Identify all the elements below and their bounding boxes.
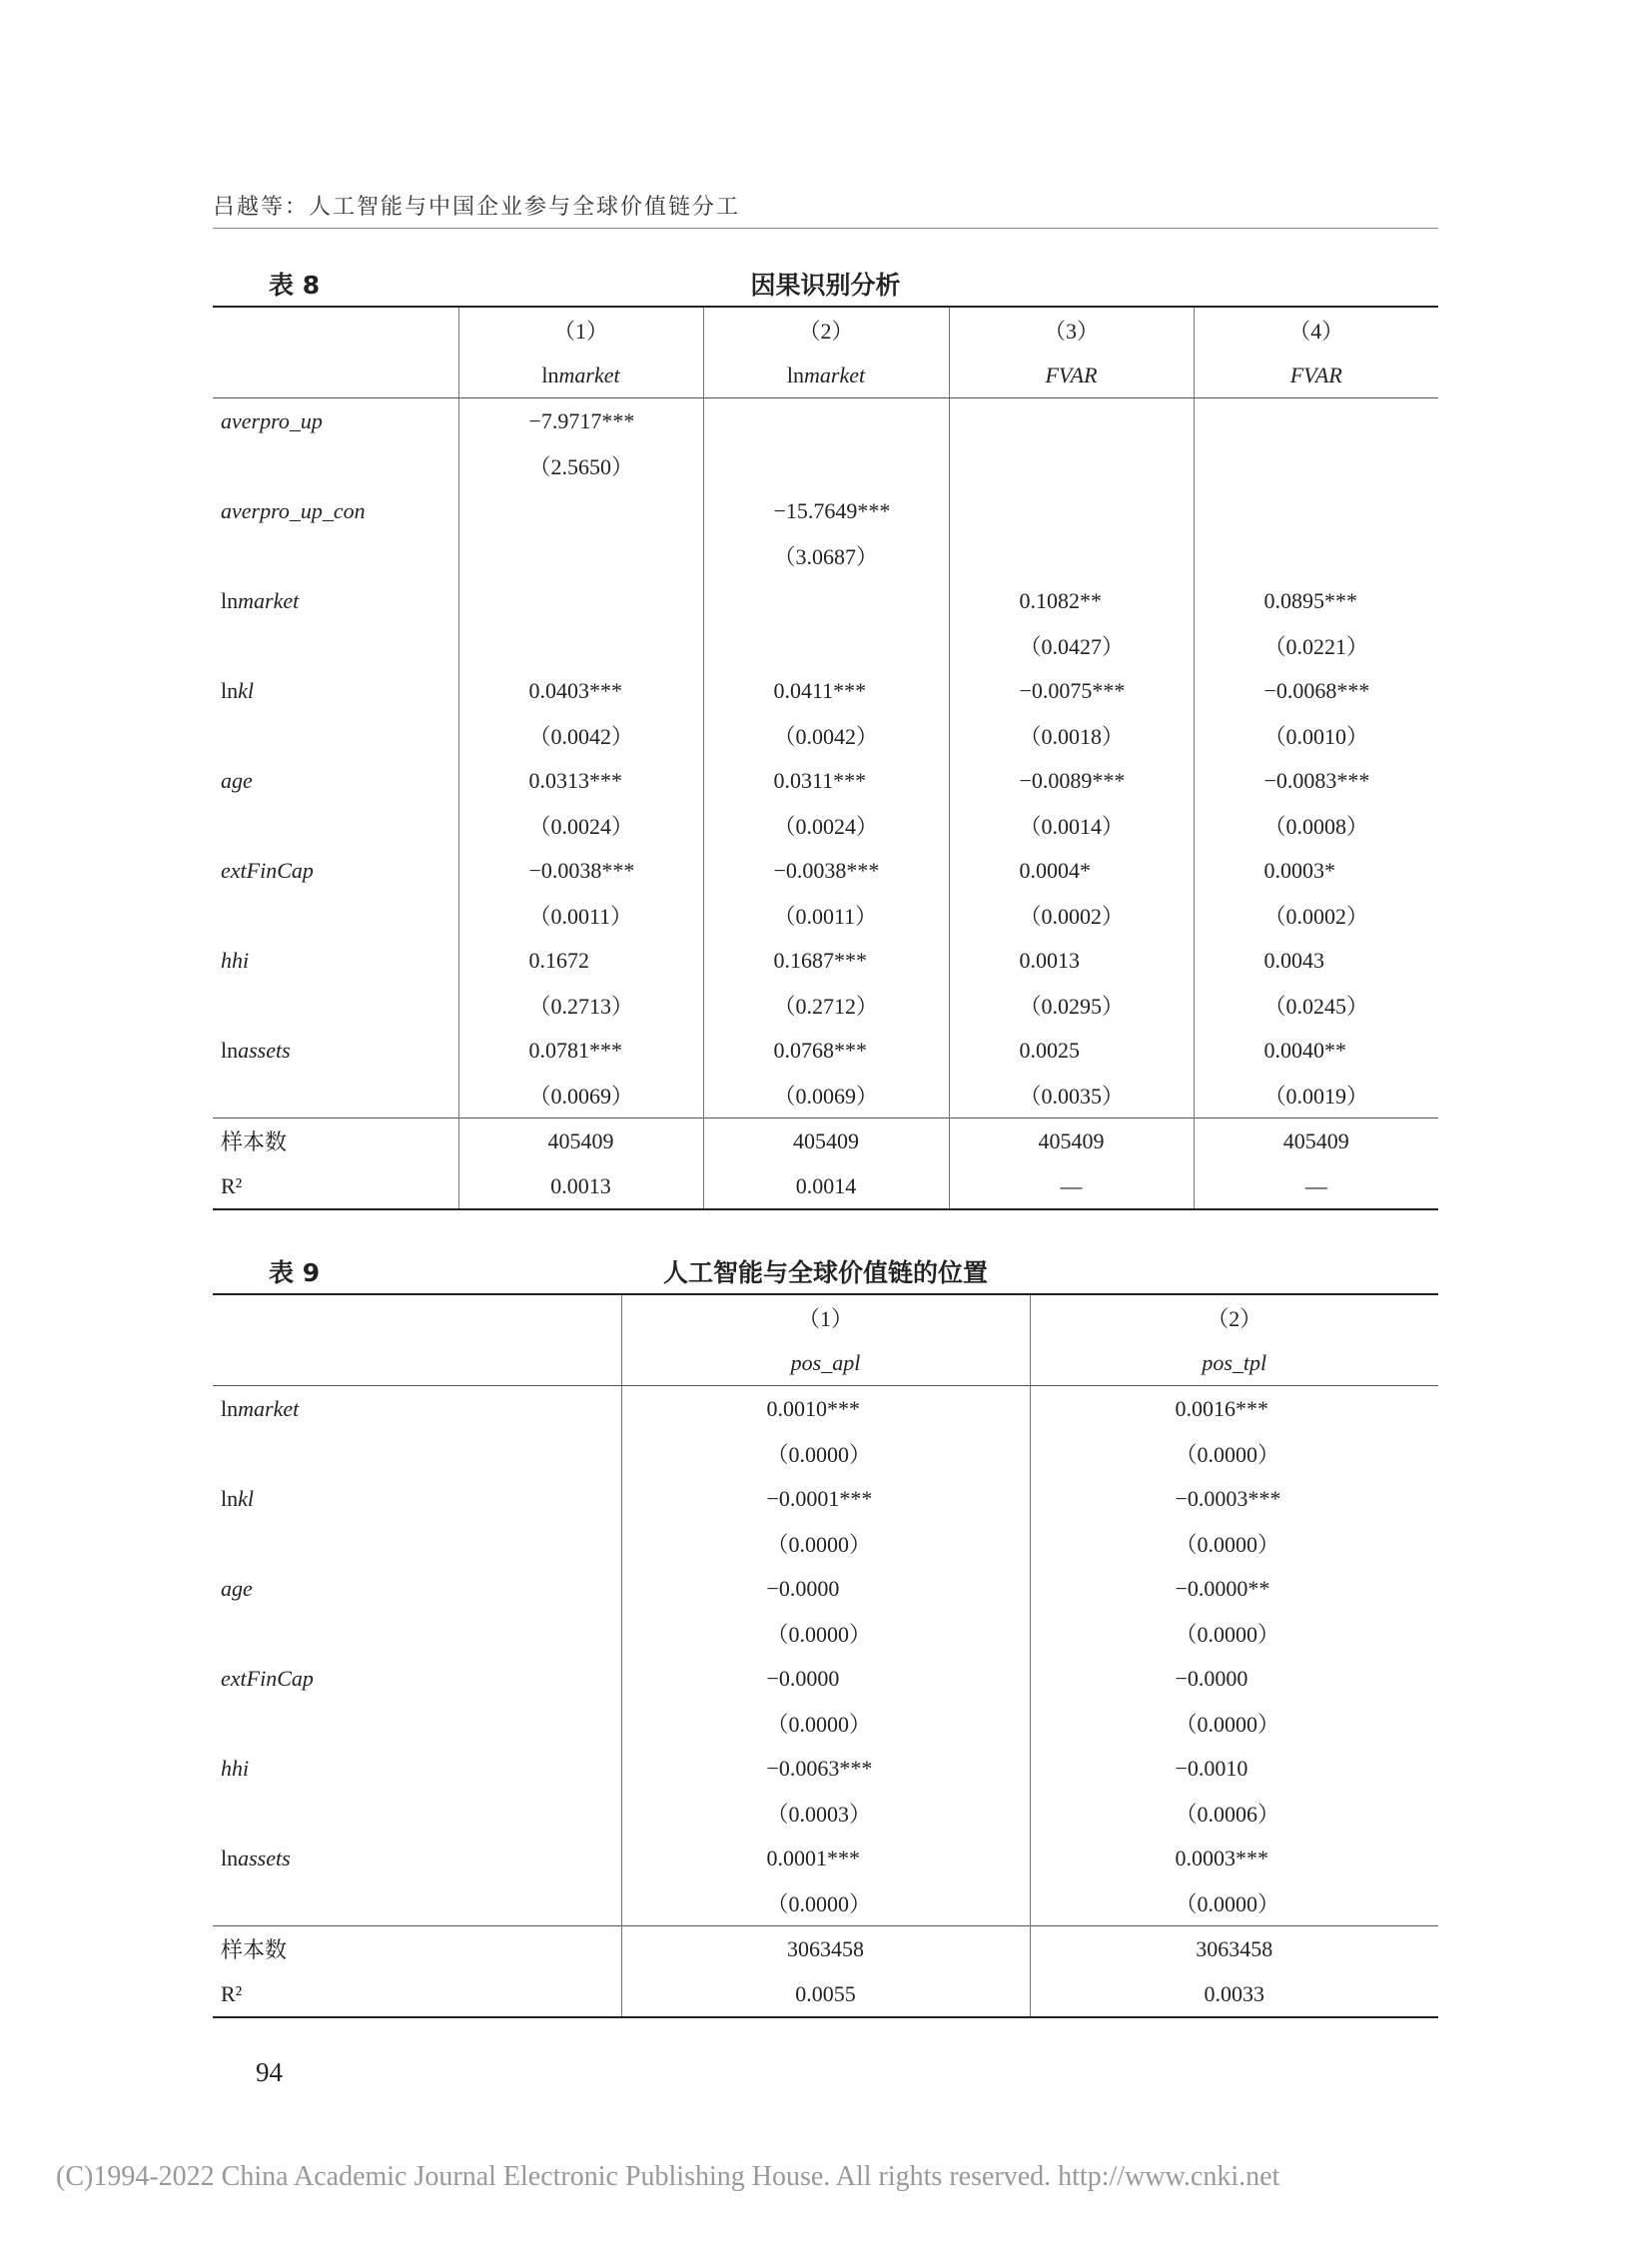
std-error-cell — [1030, 1611, 1438, 1656]
std-error-row — [213, 983, 1438, 1028]
header-row-vars — [213, 1340, 1438, 1386]
coefficient-cell — [703, 848, 949, 893]
coefficient-cell — [949, 488, 1194, 533]
variable-label — [213, 803, 458, 848]
std-error-value: （0.0010） — [1263, 724, 1369, 749]
variable-label — [213, 1386, 621, 1432]
std-error-cell — [1194, 803, 1438, 848]
std-error-value: （0.0000） — [766, 1622, 872, 1647]
coefficient-cell — [458, 938, 703, 983]
coefficient-value: 0.0403*** — [528, 677, 622, 703]
coefficient-value: −0.0083*** — [1263, 767, 1370, 793]
coefficient-cell — [621, 1746, 1030, 1791]
variable-name: lnassets — [221, 1845, 291, 1870]
std-error-value: （0.0069） — [773, 1084, 879, 1109]
std-error-cell — [1030, 1880, 1438, 1926]
std-error-value: （0.0000） — [766, 1712, 872, 1737]
variable-label — [213, 758, 458, 803]
std-error-cell — [949, 533, 1194, 578]
std-error-cell — [703, 1073, 949, 1119]
coefficient-value: 0.0043 — [1263, 947, 1324, 973]
column-variable: pos_tpl — [1030, 1340, 1438, 1386]
table-caption: 人工智能与全球价值链的位置 — [662, 1258, 988, 1287]
coefficient-cell — [949, 578, 1194, 623]
column-number: （2） — [1030, 1294, 1438, 1340]
regression-table — [213, 306, 1438, 1210]
statistic-value: 3063458 — [621, 1926, 1030, 1972]
page-number: 94 — [256, 2057, 283, 2087]
std-error-cell — [458, 803, 703, 848]
coefficient-cell — [458, 758, 703, 803]
coefficient-cell — [949, 1028, 1194, 1073]
variable-label — [213, 983, 458, 1028]
table-body — [213, 398, 1438, 1210]
coefficient-cell — [1194, 488, 1438, 533]
header-blank — [213, 307, 458, 353]
std-error-cell — [458, 1073, 703, 1119]
statistic-row — [213, 1163, 1438, 1209]
variable-label — [213, 1791, 621, 1836]
column-variable: pos_apl — [621, 1340, 1030, 1386]
statistic-value: 3063458 — [1030, 1926, 1438, 1972]
variable-label — [213, 1073, 458, 1119]
coefficient-value: 0.1687*** — [773, 947, 867, 973]
column-variable: FVAR — [949, 353, 1194, 398]
statistic-value: 0.0014 — [703, 1163, 949, 1209]
std-error-cell — [949, 983, 1194, 1028]
column-variable: lnmarket — [458, 353, 703, 398]
std-error-row — [213, 713, 1438, 758]
variable-label — [213, 713, 458, 758]
coefficient-value: 0.0895*** — [1263, 587, 1357, 613]
variable-label — [213, 893, 458, 938]
statistic-row — [213, 1926, 1438, 1972]
variable-name: age — [221, 767, 253, 793]
std-error-value: （0.0011） — [773, 904, 878, 929]
coefficient-cell — [949, 938, 1194, 983]
coefficient-value: 0.0781*** — [528, 1037, 622, 1063]
std-error-cell — [949, 893, 1194, 938]
variable-name: extFinCap — [221, 857, 314, 883]
header-row-vars — [213, 353, 1438, 398]
coefficient-value: −15.7649*** — [773, 497, 891, 523]
statistic-value: — — [949, 1163, 1194, 1209]
std-error-cell — [949, 803, 1194, 848]
statistic-value: 0.0033 — [1030, 1971, 1438, 2017]
statistic-label: R² — [213, 1971, 621, 2017]
std-error-cell — [1194, 1073, 1438, 1119]
std-error-row — [213, 893, 1438, 938]
coefficient-value: 0.0010*** — [766, 1395, 860, 1421]
coefficient-row — [213, 1836, 1438, 1880]
statistic-row — [213, 1971, 1438, 2017]
std-error-value: （0.0002） — [1263, 904, 1369, 929]
coefficient-value: 0.0311*** — [773, 767, 867, 793]
coefficient-cell — [1194, 938, 1438, 983]
coefficient-cell — [1194, 758, 1438, 803]
running-head: 吕越等：人工智能与中国企业参与全球价值链分工 — [213, 195, 741, 220]
variable-label — [213, 1476, 621, 1521]
column-number: （4） — [1194, 307, 1438, 353]
coefficient-cell — [621, 1836, 1030, 1880]
coefficient-cell — [1194, 668, 1438, 713]
std-error-row — [213, 1611, 1438, 1656]
variable-label — [213, 533, 458, 578]
statistic-value: 405409 — [1194, 1119, 1438, 1164]
column-number: （1） — [458, 307, 703, 353]
std-error-value: （0.0000） — [766, 1442, 872, 1467]
std-error-value: （0.0221） — [1263, 634, 1369, 659]
coefficient-cell — [1194, 848, 1438, 893]
coefficient-cell — [1030, 1746, 1438, 1791]
column-number: （1） — [621, 1294, 1030, 1340]
coefficient-cell — [458, 848, 703, 893]
coefficient-cell — [1194, 398, 1438, 444]
coefficient-row — [213, 578, 1438, 623]
coefficient-row — [213, 758, 1438, 803]
variable-label — [213, 398, 458, 444]
variable-label — [213, 1746, 621, 1791]
variable-name: lnassets — [221, 1037, 291, 1063]
std-error-value: （0.0000） — [1175, 1891, 1280, 1916]
coefficient-cell — [1030, 1386, 1438, 1432]
variable-name: lnkl — [221, 1485, 255, 1511]
std-error-row — [213, 803, 1438, 848]
std-error-row — [213, 1431, 1438, 1476]
statistic-row — [213, 1119, 1438, 1164]
variable-name: hhi — [221, 1755, 250, 1781]
column-variable: lnmarket — [703, 353, 949, 398]
std-error-row — [213, 1073, 1438, 1119]
std-error-cell — [949, 443, 1194, 488]
std-error-cell — [621, 1521, 1030, 1566]
coefficient-cell — [621, 1386, 1030, 1432]
std-error-value: （0.0000） — [766, 1532, 872, 1557]
coefficient-value: −7.9717*** — [528, 407, 635, 433]
variable-label — [213, 1656, 621, 1701]
coefficient-row — [213, 1476, 1438, 1521]
std-error-value: （0.0000） — [1175, 1712, 1280, 1737]
std-error-value: （0.0427） — [1019, 634, 1125, 659]
coefficient-cell — [621, 1566, 1030, 1611]
coefficient-value: 0.0004* — [1019, 857, 1091, 883]
std-error-value: （0.0024） — [528, 814, 634, 839]
variable-name: age — [221, 1575, 253, 1601]
coefficient-cell — [703, 668, 949, 713]
variable-label — [213, 578, 458, 623]
table-header — [213, 1294, 1438, 1386]
table-8 — [213, 266, 1438, 1210]
std-error-cell — [458, 983, 703, 1028]
coefficient-row — [213, 1386, 1438, 1432]
std-error-cell — [458, 713, 703, 758]
std-error-cell — [703, 803, 949, 848]
coefficient-row — [213, 848, 1438, 893]
coefficient-value: −0.0010 — [1175, 1755, 1248, 1781]
std-error-cell — [703, 893, 949, 938]
coefficient-cell — [458, 1028, 703, 1073]
std-error-cell — [949, 713, 1194, 758]
statistic-value: 405409 — [703, 1119, 949, 1164]
coefficient-row — [213, 1656, 1438, 1701]
coefficient-cell — [703, 1028, 949, 1073]
std-error-row — [213, 443, 1438, 488]
std-error-value: （0.0018） — [1019, 724, 1125, 749]
coefficient-cell — [949, 398, 1194, 444]
coefficient-value: 0.1672 — [528, 947, 589, 973]
statistic-label: 样本数 — [213, 1119, 458, 1164]
statistic-value: 0.0013 — [458, 1163, 703, 1209]
coefficient-value: 0.1082** — [1019, 587, 1102, 613]
std-error-value: （0.0019） — [1263, 1084, 1369, 1109]
coefficient-cell — [703, 938, 949, 983]
std-error-cell — [949, 1073, 1194, 1119]
coefficient-row — [213, 398, 1438, 444]
std-error-cell — [1030, 1431, 1438, 1476]
coefficient-cell — [703, 578, 949, 623]
coefficient-cell — [703, 398, 949, 444]
std-error-row — [213, 1701, 1438, 1746]
std-error-value: （0.0011） — [528, 904, 633, 929]
regression-table — [213, 1293, 1438, 2018]
std-error-value: （0.0000） — [1175, 1622, 1280, 1647]
std-error-cell — [1030, 1521, 1438, 1566]
variable-label — [213, 1521, 621, 1566]
coefficient-cell — [1194, 578, 1438, 623]
coefficient-cell — [1030, 1656, 1438, 1701]
std-error-cell — [458, 533, 703, 578]
coefficient-cell — [1030, 1836, 1438, 1880]
coefficient-value: 0.0003* — [1263, 857, 1335, 883]
variable-label — [213, 1836, 621, 1880]
std-error-cell — [703, 623, 949, 668]
std-error-cell — [1194, 983, 1438, 1028]
std-error-row — [213, 533, 1438, 578]
coefficient-row — [213, 938, 1438, 983]
variable-label — [213, 848, 458, 893]
std-error-value: （0.0000） — [1175, 1442, 1280, 1467]
statistic-value: 405409 — [949, 1119, 1194, 1164]
variable-name: averpro_up — [221, 407, 323, 433]
statistic-label: R² — [213, 1163, 458, 1209]
std-error-row — [213, 1791, 1438, 1836]
std-error-row — [213, 1880, 1438, 1926]
coefficient-cell — [703, 758, 949, 803]
std-error-cell — [949, 623, 1194, 668]
std-error-cell — [621, 1880, 1030, 1926]
coefficient-value: 0.0768*** — [773, 1037, 867, 1063]
coefficient-cell — [949, 848, 1194, 893]
coefficient-cell — [458, 398, 703, 444]
table-9 — [213, 1253, 1438, 2018]
variable-label — [213, 1566, 621, 1611]
std-error-cell — [703, 443, 949, 488]
table-title — [213, 1253, 1438, 1293]
variable-label — [213, 668, 458, 713]
coefficient-value: 0.0040** — [1263, 1037, 1346, 1063]
coefficient-cell — [1030, 1566, 1438, 1611]
coefficient-value: −0.0003*** — [1175, 1485, 1281, 1511]
coefficient-value: −0.0000** — [1175, 1575, 1270, 1601]
std-error-value: （0.0008） — [1263, 814, 1369, 839]
statistic-label: 样本数 — [213, 1926, 621, 1972]
std-error-cell — [1194, 713, 1438, 758]
std-error-value: （0.0002） — [1019, 904, 1125, 929]
coefficient-cell — [949, 758, 1194, 803]
coefficient-row — [213, 488, 1438, 533]
variable-label — [213, 1701, 621, 1746]
std-error-value: （0.0069） — [528, 1084, 634, 1109]
std-error-cell — [703, 713, 949, 758]
std-error-value: （0.0042） — [528, 724, 634, 749]
coefficient-row — [213, 668, 1438, 713]
coefficient-cell — [703, 488, 949, 533]
header-row-numbers — [213, 307, 1438, 353]
column-number: （2） — [703, 307, 949, 353]
std-error-cell — [1194, 623, 1438, 668]
coefficient-value: −0.0001*** — [766, 1485, 873, 1511]
coefficient-cell — [1194, 1028, 1438, 1073]
coefficient-row — [213, 1746, 1438, 1791]
variable-name: averpro_up_con — [221, 497, 366, 523]
std-error-value: （0.0024） — [773, 814, 879, 839]
coefficient-value: −0.0089*** — [1019, 767, 1126, 793]
variable-label — [213, 1611, 621, 1656]
coefficient-value: −0.0075*** — [1019, 677, 1126, 703]
table-title — [213, 266, 1438, 306]
coefficient-cell — [621, 1476, 1030, 1521]
variable-name: lnmarket — [221, 1395, 300, 1421]
variable-label — [213, 1431, 621, 1476]
variable-name: hhi — [221, 947, 250, 973]
table-header — [213, 307, 1438, 398]
table-caption: 因果识别分析 — [750, 271, 901, 300]
std-error-value: （0.0035） — [1019, 1084, 1125, 1109]
header-blank — [213, 353, 458, 398]
coefficient-value: 0.0001*** — [766, 1845, 860, 1870]
coefficient-value: 0.0411*** — [773, 677, 867, 703]
coefficient-value: −0.0000 — [766, 1665, 840, 1691]
coefficient-value: −0.0068*** — [1263, 677, 1370, 703]
std-error-value: （2.5650） — [528, 454, 634, 479]
std-error-cell — [621, 1611, 1030, 1656]
std-error-value: （0.0000） — [766, 1891, 872, 1916]
std-error-value: （0.2713） — [528, 994, 634, 1019]
variable-label — [213, 623, 458, 668]
header-row-numbers — [213, 1294, 1438, 1340]
header-blank — [213, 1340, 621, 1386]
std-error-cell — [458, 893, 703, 938]
coefficient-value: 0.0003*** — [1175, 1845, 1268, 1870]
std-error-cell — [1194, 893, 1438, 938]
std-error-value: （0.0042） — [773, 724, 879, 749]
coefficient-cell — [1030, 1476, 1438, 1521]
coefficient-cell — [621, 1656, 1030, 1701]
coefficient-cell — [458, 578, 703, 623]
std-error-cell — [1030, 1791, 1438, 1836]
table-label: 表 9 — [269, 1258, 321, 1287]
coefficient-value: 0.0313*** — [528, 767, 622, 793]
coefficient-cell — [458, 668, 703, 713]
std-error-value: （0.2712） — [773, 994, 879, 1019]
std-error-value: （0.0000） — [1175, 1532, 1280, 1557]
variable-name: lnmarket — [221, 587, 300, 613]
variable-label — [213, 443, 458, 488]
std-error-row — [213, 623, 1438, 668]
std-error-value: （0.0014） — [1019, 814, 1125, 839]
std-error-cell — [621, 1431, 1030, 1476]
std-error-cell — [1030, 1701, 1438, 1746]
std-error-value: （0.0245） — [1263, 994, 1369, 1019]
std-error-cell — [621, 1701, 1030, 1746]
std-error-row — [213, 1521, 1438, 1566]
coefficient-value: 0.0013 — [1019, 947, 1080, 973]
coefficient-value: −0.0000 — [766, 1575, 840, 1601]
coefficient-value: −0.0000 — [1175, 1665, 1248, 1691]
coefficient-row — [213, 1566, 1438, 1611]
statistic-value: 405409 — [458, 1119, 703, 1164]
column-variable: FVAR — [1194, 353, 1438, 398]
coefficient-value: 0.0025 — [1019, 1037, 1080, 1063]
coefficient-value: 0.0016*** — [1175, 1395, 1268, 1421]
variable-label — [213, 1028, 458, 1073]
column-number: （3） — [949, 307, 1194, 353]
header-rule — [213, 228, 1438, 229]
std-error-cell — [621, 1791, 1030, 1836]
std-error-cell — [1194, 443, 1438, 488]
statistic-value: — — [1194, 1163, 1438, 1209]
coefficient-cell — [949, 668, 1194, 713]
std-error-cell — [703, 533, 949, 578]
variable-label — [213, 1880, 621, 1926]
variable-name: extFinCap — [221, 1665, 314, 1691]
statistic-value: 0.0055 — [621, 1971, 1030, 2017]
std-error-cell — [703, 983, 949, 1028]
std-error-cell — [458, 623, 703, 668]
table-body — [213, 1386, 1438, 2018]
std-error-value: （3.0687） — [773, 544, 879, 569]
copyright-footer: (C)1994-2022 China Academic Journal Electronic Publishing House. All rights reserved. http://www.cnki.net — [56, 2161, 1280, 2192]
std-error-value: （0.0006） — [1175, 1802, 1280, 1827]
variable-name: lnkl — [221, 677, 255, 703]
table-label: 表 8 — [269, 271, 321, 300]
coefficient-cell — [458, 488, 703, 533]
variable-label — [213, 488, 458, 533]
coefficient-value: −0.0038*** — [528, 857, 635, 883]
variable-label — [213, 938, 458, 983]
coefficient-value: −0.0063*** — [766, 1755, 873, 1781]
std-error-value: （0.0003） — [766, 1802, 872, 1827]
coefficient-value: −0.0038*** — [773, 857, 880, 883]
std-error-value: （0.0295） — [1019, 994, 1125, 1019]
std-error-cell — [458, 443, 703, 488]
std-error-cell — [1194, 533, 1438, 578]
coefficient-row — [213, 1028, 1438, 1073]
header-blank — [213, 1294, 621, 1340]
